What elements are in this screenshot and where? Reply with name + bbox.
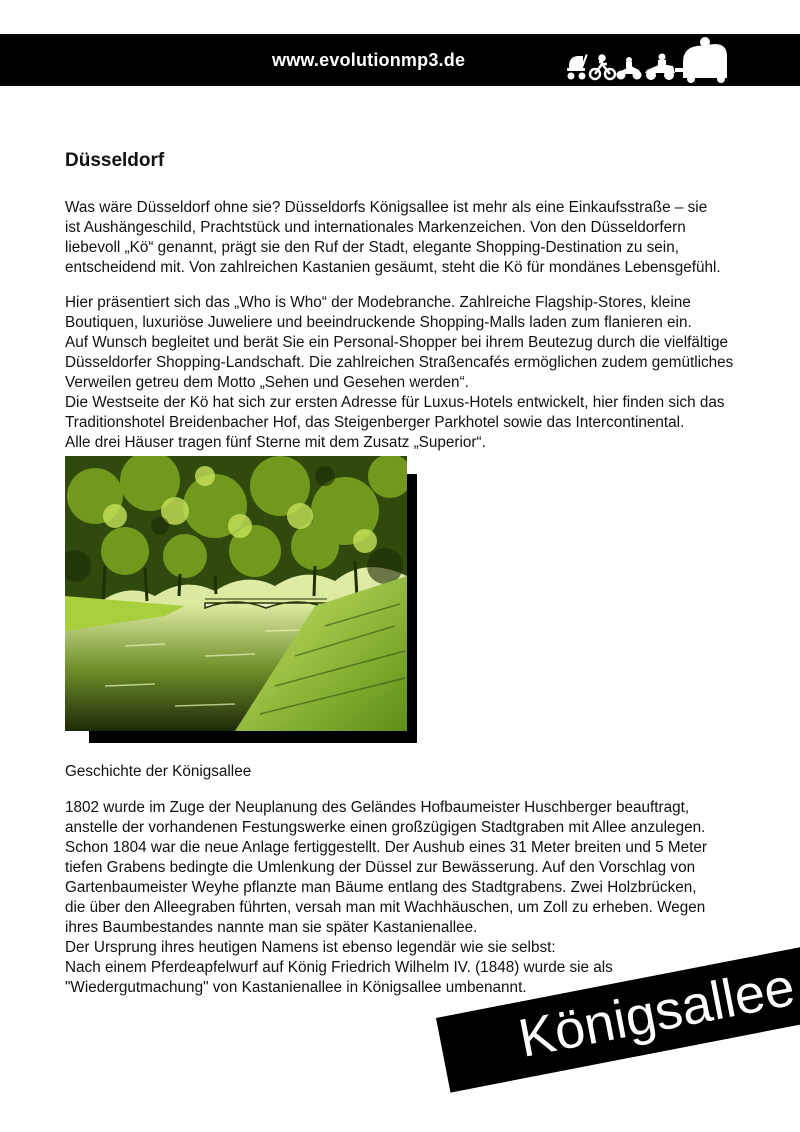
text-line: Traditionshotel Breidenbacher Hof, das Steigenberger Parkhotel sowie das Intercontinental. xyxy=(65,414,685,431)
text-line: Hier präsentiert sich das „Who is Who“ der Modebranche. Zahlreiche Flagship-Stores, kleine xyxy=(65,294,691,311)
text-line: Der Ursprung ihres heutigen Namens ist ebenso legendär wie sie selbst: xyxy=(65,939,556,956)
text-line: Boutiquen, luxuriöse Juweliere und beeindruckende Shopping-Malls laden zum flanieren ein. xyxy=(65,314,692,331)
header-bar xyxy=(0,34,800,86)
text-line: Alle drei Häuser tragen fünf Sterne mit dem Zusatz „Superior“. xyxy=(65,434,486,451)
text-line: tiefen Grabens bedingte die Umlenkung der Düssel zur Bewässerung. Auf den Vorschlag von xyxy=(65,859,696,876)
text-line: anstelle der vorhandenen Festungswerke einen großzügigen Stadtgraben mit Allee anzulegen. xyxy=(65,819,706,836)
text-line: die über den Alleegraben führten, versah man mit Wachhäuschen, um Zoll zu erheben. Wegen xyxy=(65,899,706,916)
canal-illustration xyxy=(65,456,407,731)
text-line: "Wiedergutmachung" von Kastanienallee in Königsallee umbenannt. xyxy=(65,979,527,996)
text-line: liebevoll „Kö“ genannt, prägt sie den Ruf der Stadt, elegante Shopping-Destination zu sein, xyxy=(65,239,679,256)
koenigsallee-photo xyxy=(65,456,417,743)
site-url[interactable]: www.evolutionmp3.de xyxy=(272,50,466,70)
shopping-paragraph xyxy=(65,293,775,453)
intro-paragraph xyxy=(65,198,775,278)
text-line: Was wäre Düsseldorf ohne sie? Düsseldorfs Königsallee ist mehr als eine Einkaufsstraße – sie xyxy=(65,199,708,216)
text-line: ist Aushängeschild, Prachtstück und internationales Markenzeichen. Von den Düsseldorfern xyxy=(65,219,686,236)
mobility-scooter-icon xyxy=(675,37,727,83)
vehicle-icons xyxy=(565,36,735,84)
text-line: entscheidend mit. Von zahlreichen Kastanien gesäumt, steht die Kö für mondänes Lebensgefühl. xyxy=(65,259,721,276)
page-title: Düsseldorf xyxy=(65,150,165,171)
text-line: Gartenbaumeister Weyhe pflanzte man Bäume entlang des Stadtgrabens. Zwei Holzbrücken, xyxy=(65,879,697,896)
scooter-icon xyxy=(617,57,642,80)
text-line: 1802 wurde im Zuge der Neuplanung des Geländes Hofbaumeister Huschberger beauftragt, xyxy=(65,799,690,816)
history-heading: Geschichte der Königsallee xyxy=(65,763,252,780)
text-line: Auf Wunsch begleitet und berät Sie ein Personal-Shopper bei ihrem Beutezug durch die vielfältige xyxy=(65,334,728,351)
text-line: Schon 1804 war die neue Anlage fertiggestellt. Der Aushub eines 31 Meter breiten und 5 Meter xyxy=(65,839,708,856)
banner-text: Königsallee xyxy=(513,956,800,1069)
history-paragraph xyxy=(65,798,775,998)
bicycle-icon xyxy=(590,56,615,80)
motorbike-icon xyxy=(645,54,675,81)
text-line: Düsseldorfer Shopping-Landschaft. Die zahlreichen Straßencafés ermöglichen zudem gemütliches xyxy=(65,354,734,371)
text-line: Nach einem Pferdeapfelwurf auf König Friedrich Wilhelm IV. (1848) wurde sie als xyxy=(65,959,613,976)
text-line: Die Westseite der Kö hat sich zur ersten Adresse für Luxus-Hotels entwickelt, hier finden sich das xyxy=(65,394,725,411)
stroller-icon xyxy=(567,54,588,79)
text-line: ihres Baumbestandes nannte man sie später Kastanienallee. xyxy=(65,919,478,936)
text-line: Verweilen getreu dem Motto „Sehen und Gesehen werden“. xyxy=(65,374,469,391)
